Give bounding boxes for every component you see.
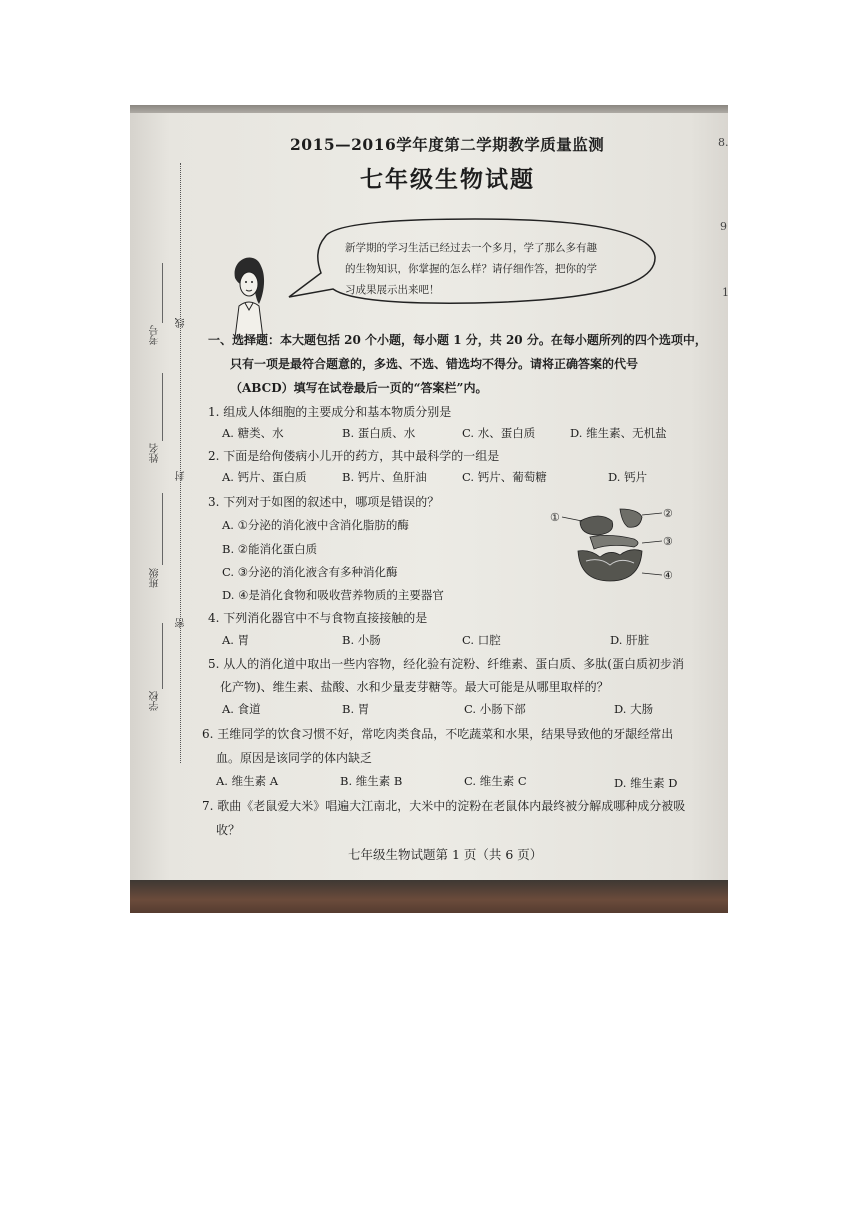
q7-stem-line1: 7. 歌曲《老鼠爱大米》唱遍大江南北，大米中的淀粉在老鼠体内最终被分解成哪种成分被吸	[202, 799, 686, 813]
q6-option-a: A. 维生素 A	[216, 774, 279, 788]
label-mi: 密	[176, 618, 187, 628]
q1-option-a: A. 糖类、水	[222, 426, 284, 440]
label-xian: 线	[176, 318, 187, 328]
q3-option-c: C. ③分泌的消化液含有多种消化酶	[222, 565, 398, 579]
diagram-label-3: ③	[663, 535, 673, 548]
diagram-label-2: ②	[663, 507, 673, 520]
q5-option-d: D. 大肠	[614, 702, 654, 716]
q3-option-b: B. ②能消化蛋白质	[222, 542, 318, 556]
banji-blank	[162, 493, 163, 565]
label-kaohao: 考号	[150, 325, 161, 345]
q3-option-a: A. ①分泌的消化液中含消化脂肪的酶	[222, 518, 409, 532]
q6-option-b: B. 维生素 B	[340, 774, 403, 788]
diagram-label-4: ④	[663, 569, 673, 582]
edge-number-8: 8.	[718, 136, 729, 149]
kaohao-blank	[162, 263, 163, 323]
label-banji: 班级	[150, 568, 161, 588]
q6-option-c: C. 维生素 C	[464, 774, 527, 788]
exam-title: 七年级生物试题	[360, 166, 535, 193]
q5-option-b: B. 胃	[342, 702, 370, 716]
label-xingming: 姓名	[150, 443, 161, 463]
diagram-label-1: ①	[550, 511, 560, 524]
label-xuexiao: 学校	[150, 691, 161, 711]
q2-stem: 2. 下面是给佝偻病小儿开的药方，其中最科学的一组是	[208, 449, 500, 463]
xuexiao-blank	[162, 623, 163, 689]
label-feng: 封	[176, 471, 187, 481]
q6-stem-line1: 6. 王维同学的饮食习惯不好，常吃肉类食品，不吃蔬菜和水果，结果导致他的牙龈经常出	[202, 727, 674, 741]
q3-option-d: D. ④是消化食物和吸收营养物质的主要器官	[222, 588, 444, 602]
q4-stem: 4. 下列消化器官中不与食物直接接触的是	[208, 611, 428, 625]
q2-option-a: A. 钙片、蛋白质	[222, 470, 307, 484]
exam-photo	[130, 105, 728, 913]
q4-option-a: A. 胃	[222, 633, 250, 647]
q1-stem: 1. 组成人体细胞的主要成分和基本物质分别是	[208, 405, 452, 419]
cartoon-girl-icon	[225, 248, 273, 338]
q4-option-d: D. 肝脏	[610, 633, 650, 647]
q2-option-d: D. 钙片	[608, 470, 648, 484]
section1-line2: 只有一项是最符合题意的，多选、不选、错选均不得分。请将正确答案的代号	[230, 357, 639, 371]
xingming-blank	[162, 373, 163, 441]
q1-option-c: C. 水、蛋白质	[462, 426, 536, 440]
q1-option-b: B. 蛋白质、水	[342, 426, 416, 440]
exam-header: 2015—2016学年度第二学期教学质量监测	[290, 135, 605, 154]
section1-line3: （ABCD）填写在试卷最后一页的“答案栏”内。	[230, 381, 488, 395]
edge-number-9: 9	[720, 220, 727, 233]
q5-option-c: C. 小肠下部	[464, 702, 526, 716]
q4-option-c: C. 口腔	[462, 633, 501, 647]
q2-option-c: C. 钙片、葡萄糖	[462, 470, 547, 484]
binding-dotted-line	[180, 163, 182, 763]
page-footer: 七年级生物试题第 1 页（共 6 页）	[348, 847, 543, 862]
edge-number-1: 1	[722, 286, 729, 299]
q5-stem-line1: 5. 从人的消化道中取出一些内容物，经化验有淀粉、纤维素、蛋白质、多肽(蛋白质初步消	[208, 657, 684, 671]
q4-option-b: B. 小肠	[342, 633, 381, 647]
q5-stem-line2: 化产物)、维生素、盐酸、水和少量麦芽糖等。最大可能是从哪里取样的？	[220, 680, 609, 694]
q1-option-d: D. 维生素、无机盐	[570, 426, 667, 440]
section1-line1: 一、选择题：本大题包括 20 个小题，每小题 1 分，共 20 分。在每小题所列的四个选项中，	[208, 333, 707, 347]
q6-stem-line2: 血。原因是该同学的体内缺乏	[216, 751, 373, 765]
q2-option-b: B. 钙片、鱼肝油	[342, 470, 427, 484]
q3-stem: 3. 下列对于如图的叙述中，哪项是错误的？	[208, 495, 440, 509]
q5-option-a: A. 食道	[222, 702, 261, 716]
q7-stem-line2: 收？	[216, 823, 241, 837]
exam-paper	[130, 113, 728, 880]
bubble-text: 新学期的学习生活已经过去一个多月，学了那么多有趣的生物知识，你掌握的怎么样？请仔细作答，把你的学习成果展示出来吧！	[345, 242, 597, 296]
digestive-system-diagram	[550, 503, 680, 583]
q6-option-d: D. 维生素 D	[614, 776, 678, 790]
background-table-edge	[130, 880, 728, 913]
